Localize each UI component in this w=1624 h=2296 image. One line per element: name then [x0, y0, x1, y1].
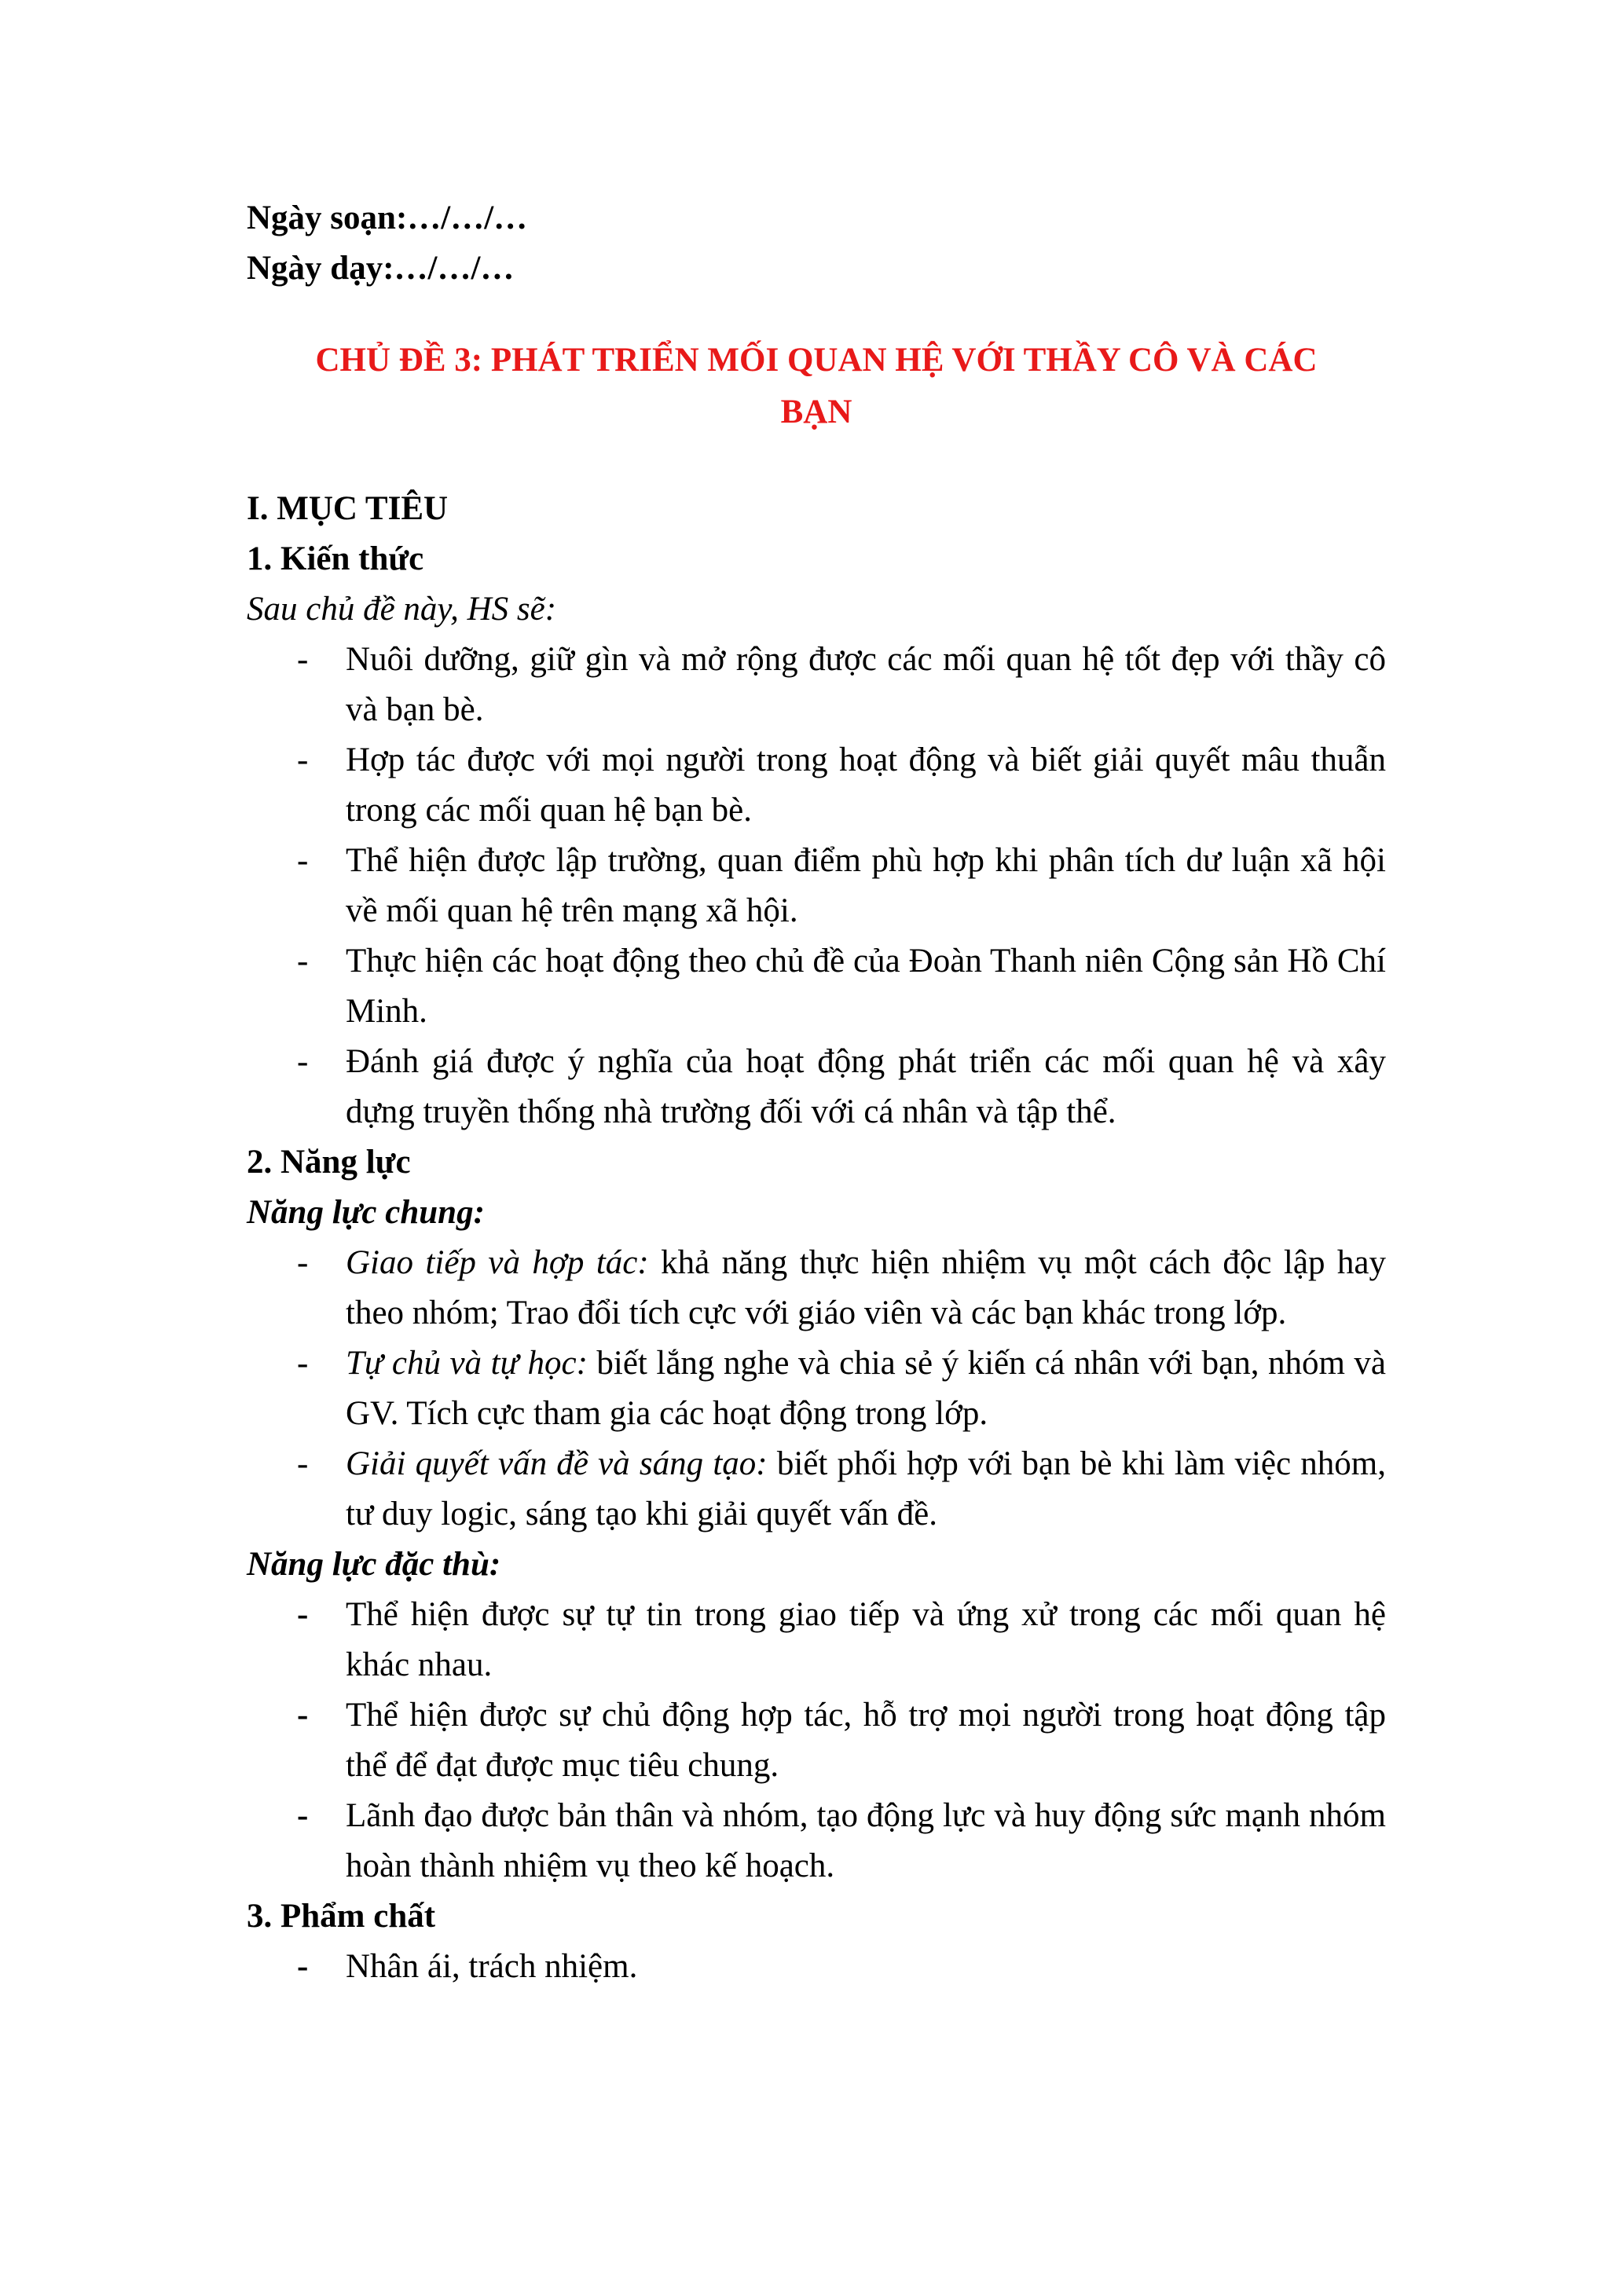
list-item-text: khả năng thực hiện nhiệm vụ một cách độc lập hay theo nhóm; Trao đổi tích cực với giáo viên và các bạn khác trong lớp.	[346, 1244, 1386, 1331]
list-item-text: Lãnh đạo được bản thân và nhóm, tạo động lực và huy động sức mạnh nhóm hoàn thành nhiệm vụ theo kế hoạch.	[346, 1797, 1386, 1884]
list-item	[247, 1439, 1386, 1540]
knowledge-list	[247, 635, 1386, 1137]
list-item	[247, 635, 1386, 735]
dash-bullet: -	[297, 641, 309, 678]
dash-bullet: -	[297, 842, 309, 879]
dash-bullet: -	[297, 1797, 309, 1834]
qualities-list	[247, 1942, 1386, 1992]
dash-bullet: -	[297, 1244, 309, 1281]
specific-competence-title: Năng lực đặc thù:	[247, 1546, 501, 1583]
list-item	[247, 1791, 1386, 1891]
specific-competence-list	[247, 1590, 1386, 1891]
dash-bullet: -	[297, 1445, 309, 1482]
list-item-text: Nhân ái, trách nhiệm.	[346, 1948, 638, 1985]
list-item-lead: Giao tiếp và hợp tác:	[346, 1244, 649, 1281]
list-item	[247, 1590, 1386, 1690]
list-item	[247, 1942, 1386, 1992]
list-item-text: Nuôi dưỡng, giữ gìn và mở rộng được các mối quan hệ tốt đẹp với thầy cô và bạn bè.	[346, 641, 1386, 728]
list-item-lead: Tự chủ và tự học:	[346, 1345, 588, 1382]
subsection-title-competence: 2. Năng lực	[247, 1144, 411, 1181]
list-item-lead: Giải quyết vấn đề và sáng tạo:	[346, 1445, 768, 1482]
list-item	[247, 1690, 1386, 1791]
dash-bullet: -	[297, 742, 309, 778]
dash-bullet: -	[297, 943, 309, 980]
list-item-text: Thể hiện được sự chủ động hợp tác, hỗ trợ mọi người trong hoạt động tập thể để đạt được mục tiêu chung.	[346, 1697, 1386, 1784]
subsection-title-knowledge: 1. Kiến thức	[247, 540, 424, 577]
list-item-text: biết phối hợp với bạn bè khi làm việc nhóm, tư duy logic, sáng tạo khi giải quyết vấn đề.	[346, 1445, 1386, 1532]
subsection-title-qualities: 3. Phẩm chất	[247, 1898, 436, 1935]
dash-bullet: -	[297, 1596, 309, 1633]
teach-date: Ngày dạy:…/…/…	[247, 250, 515, 287]
section-title-objectives: I. MỤC TIÊU	[247, 490, 449, 527]
list-item	[247, 735, 1386, 836]
list-item	[247, 1238, 1386, 1338]
dash-bullet: -	[297, 1948, 309, 1985]
general-competence-title: Năng lực chung:	[247, 1194, 485, 1231]
dash-bullet: -	[297, 1043, 309, 1080]
topic-title: CHỦ ĐỀ 3: PHÁT TRIỂN MỐI QUAN HỆ VỚI THẦY CÔ VÀ CÁC BẠN	[315, 342, 1318, 430]
dash-bullet: -	[297, 1345, 309, 1382]
list-item	[247, 1037, 1386, 1137]
list-item	[247, 836, 1386, 936]
list-item-text: biết lắng nghe và chia sẻ ý kiến cá nhân với bạn, nhóm và GV. Tích cực tham gia các hoạt động trong lớp.	[346, 1345, 1386, 1432]
document-page	[247, 193, 1386, 1992]
list-item	[247, 1338, 1386, 1439]
list-item-text: Thể hiện được lập trường, quan điểm phù hợp khi phân tích dư luận xã hội về mối quan hệ trên mạng xã hội.	[346, 842, 1386, 929]
list-item-text: Đánh giá được ý nghĩa của hoạt động phát triển các mối quan hệ và xây dựng truyền thống nhà trường đối với cá nhân và tập thể.	[346, 1043, 1386, 1130]
list-item-text: Hợp tác được với mọi người trong hoạt động và biết giải quyết mâu thuẫn trong các mối quan hệ bạn bè.	[346, 742, 1386, 829]
date-block	[247, 193, 1386, 294]
prep-date: Ngày soạn:…/…/…	[247, 200, 528, 236]
list-item	[247, 936, 1386, 1037]
list-item-text: Thực hiện các hoạt động theo chủ đề của Đoàn Thanh niên Cộng sản Hồ Chí Minh.	[346, 943, 1386, 1030]
list-item-text: Thể hiện được sự tự tin trong giao tiếp và ứng xử trong các mối quan hệ khác nhau.	[346, 1596, 1386, 1683]
dash-bullet: -	[297, 1697, 309, 1734]
knowledge-intro: Sau chủ đề này, HS sẽ:	[247, 591, 557, 628]
general-competence-list	[247, 1238, 1386, 1540]
